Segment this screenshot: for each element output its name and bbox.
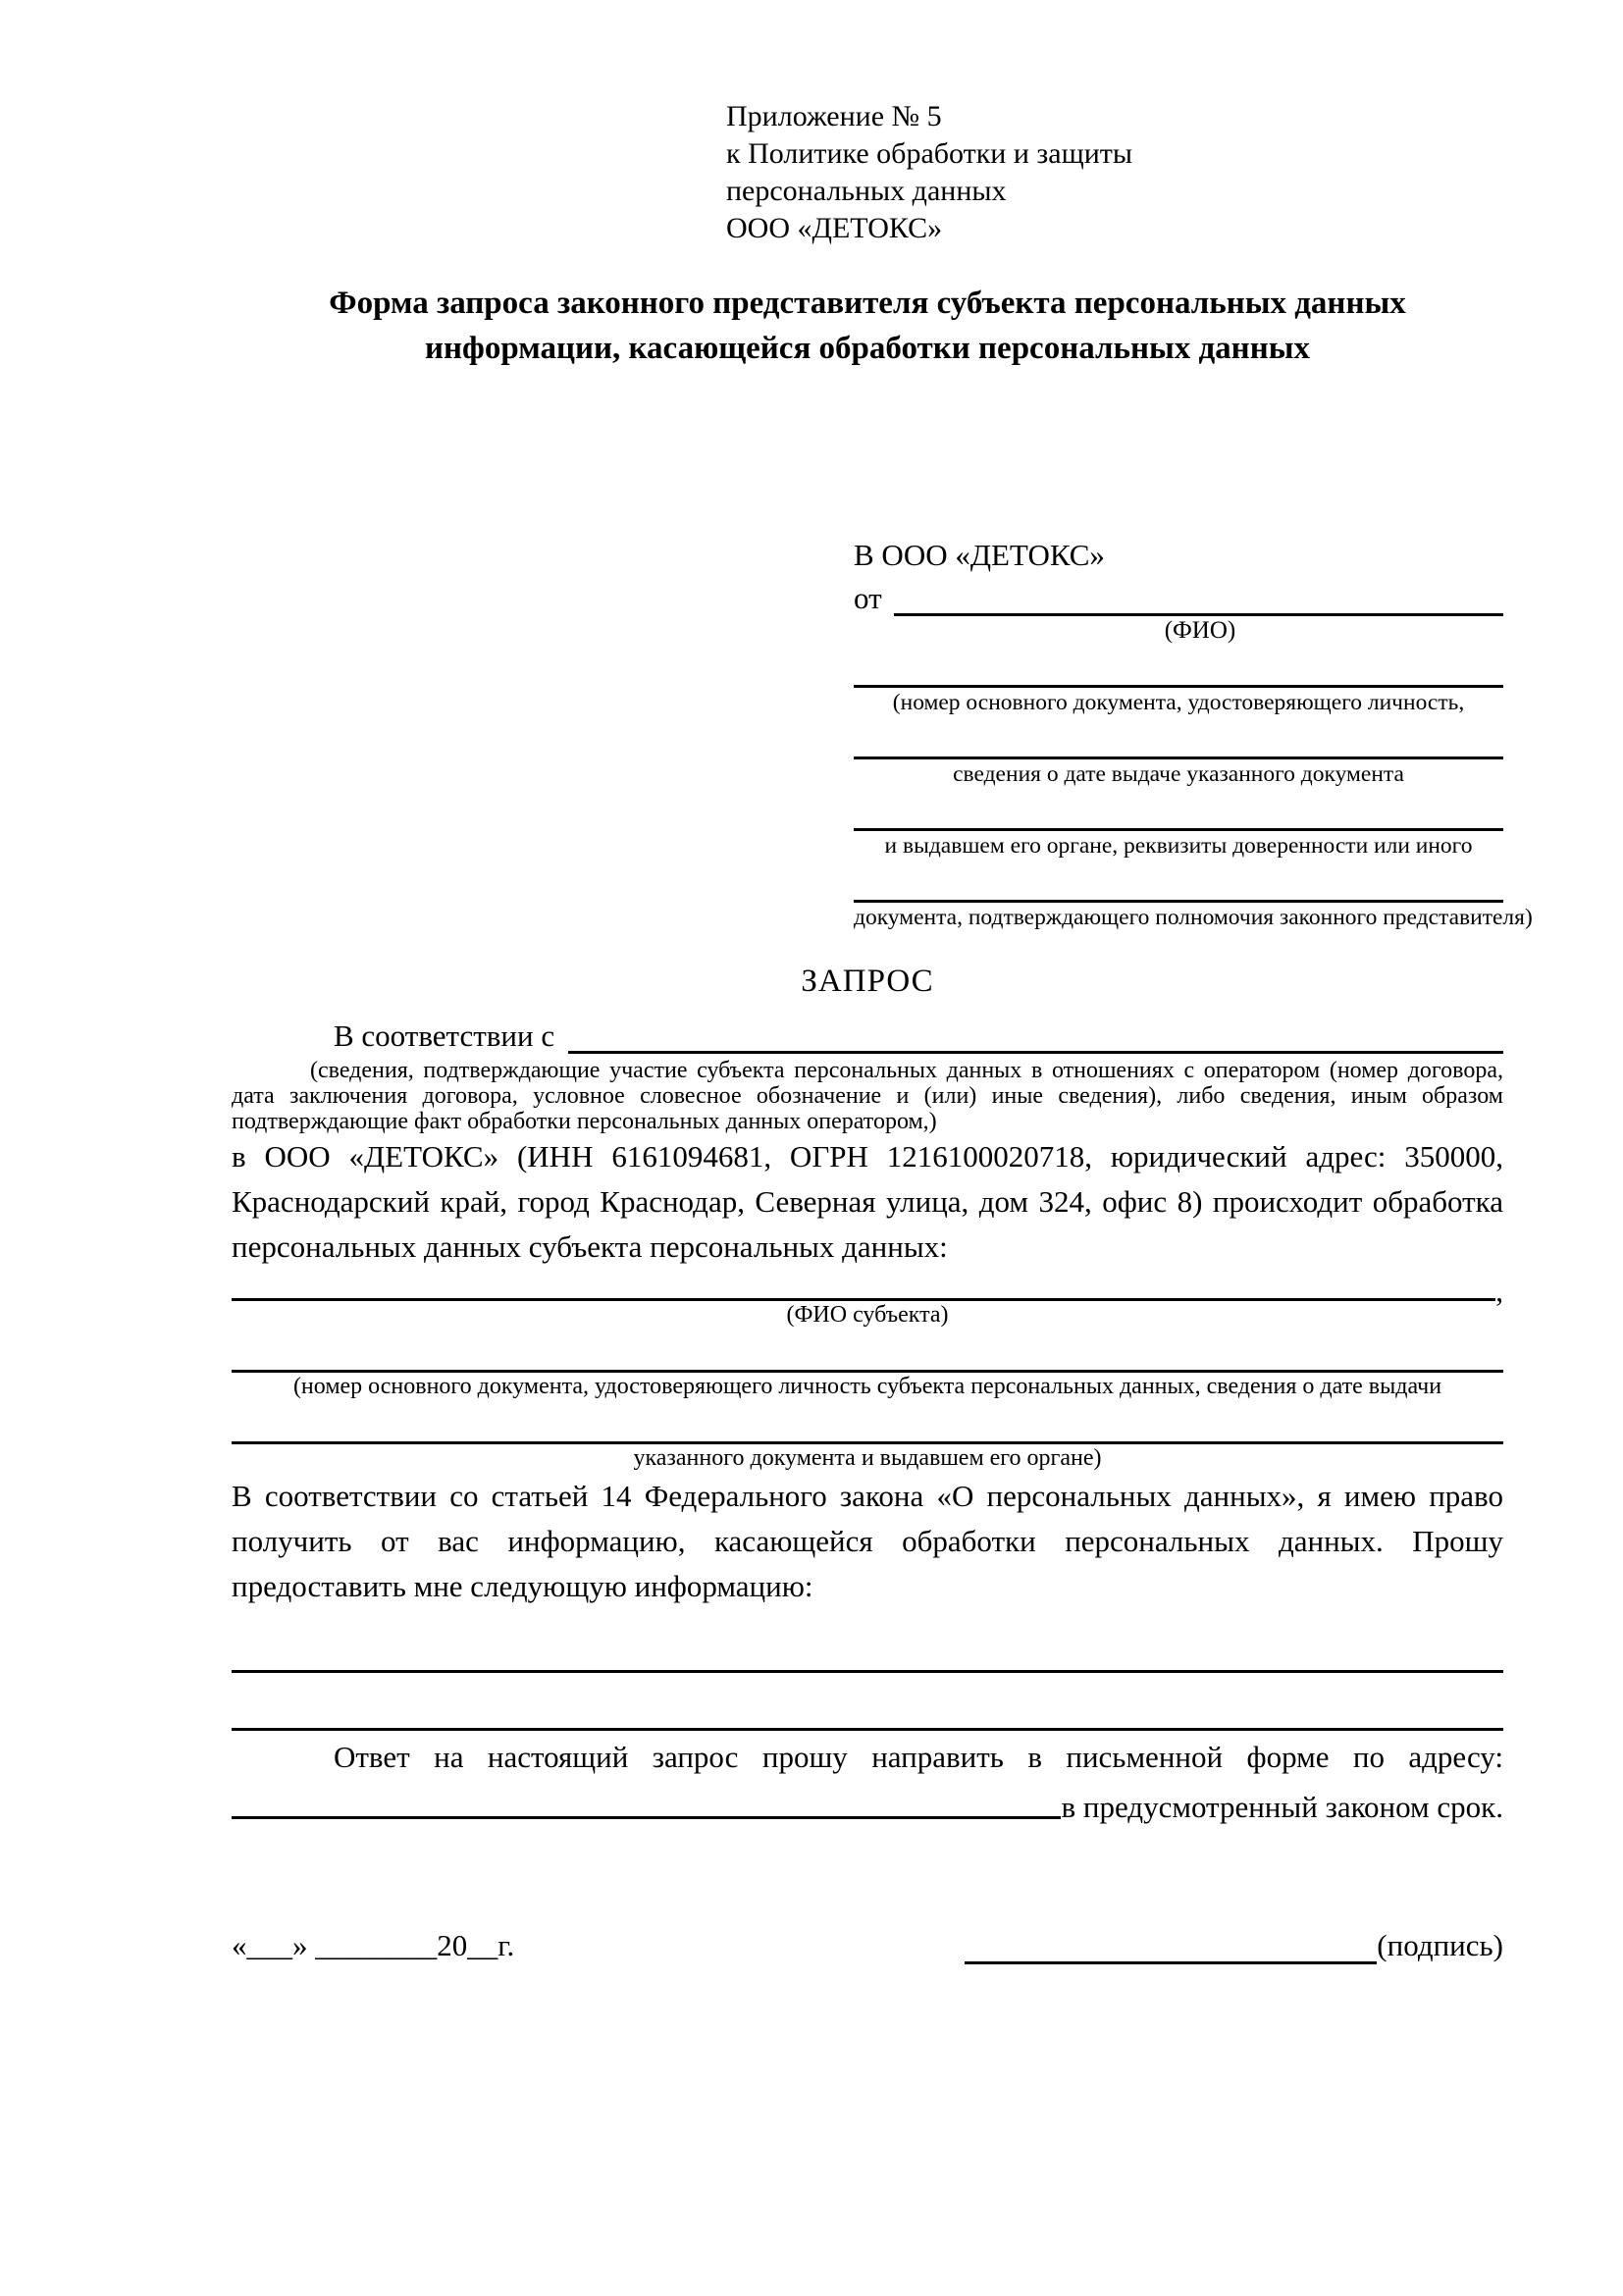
blank-line [854,659,1503,688]
subject-fio-row [232,1270,1503,1308]
field-group [854,731,1503,789]
appendix-line: к Политике обработки и защиты [726,137,1133,170]
document-title [232,281,1503,371]
accordance-note: (сведения, подтверждающие участие субъекта персональных данных в отношениях с оператором (номер договора, дата заключения договора, условное словесное обозначение и (или) иные сведения), либо сведения, иным образом подтверждающие факт обработки персональных данных оператором,) [232,1058,1503,1134]
addressee-block [854,536,1533,932]
accordance-row [232,1013,1503,1054]
date-blank: «___» ________20__г. [232,1928,515,1962]
accordance-blank-line [568,1051,1503,1054]
subject-doc-caption: (номер основного документа, удостоверяющего личность субъекта персональных данных, сведения о дате выдачи [292,1374,1442,1399]
accordance-lead: В соответствии с [334,1018,555,1053]
title-line: Форма запроса законного представителя субъекта персональных данных [329,286,1406,321]
response-lead: Ответ на настоящий запрос прошу направить в письменной форме по адресу: [334,1740,1503,1774]
blank-line [854,874,1503,903]
signature-block [965,1927,1503,1964]
rights-paragraph: В соответствии со статьей 14 Федерального закона «О персональных данных», я имею право получить от вас информацию, касающейся обработки персональных данных. Прошу предоставить мне следующую информацию: [232,1479,1503,1603]
subject-doc-caption: указанного документа и выдавшем его органе) [633,1445,1102,1471]
field-caption: (номер основного документа, удостоверяющего личность, [892,690,1465,715]
field-caption: и выдавшем его органе, реквизиты доверенности или иного [884,833,1473,859]
subject-fio-caption: (ФИО субъекта) [786,1302,949,1328]
response-tail: в предусмотренный законом срок. [1061,1790,1503,1824]
blank-line [232,1418,1503,1444]
blank-line [232,1670,1503,1673]
appendix-line: ООО «ДЕТОКС» [726,212,943,244]
signature-caption: (подпись) [1377,1928,1503,1962]
from-label: от [854,581,882,615]
fio-caption: (ФИО) [1164,617,1236,644]
field-caption: сведения о дате выдаче указанного документа [953,761,1404,787]
blank-line [854,803,1503,831]
title-line: информации, касающейся обработки персональных данных [425,331,1310,366]
signature-blank-line [965,1928,1377,1964]
appendix-line: персональных данных [726,175,1007,207]
addressee-to: В ООО «ДЕТОКС» [854,538,1105,572]
field-group [854,803,1503,861]
address-blank-line [232,1816,1061,1819]
response-tail-row [232,1780,1503,1825]
operator-paragraph: в ООО «ДЕТОКС» (ИНН 6161094681, ОГРН 1216100020718, юридический адрес: 350000, Краснодарский край, город Краснодар, Северная улица, дом 324, офис 8) происходит обработка персональных данных субъекта персональных данных: [232,1139,1503,1264]
appendix-line: Приложение № 5 [726,100,942,132]
blank-line [854,731,1503,759]
field-group [854,659,1503,717]
field-caption: документа, подтверждающего полномочия законного представителя) [854,905,1533,930]
appendix-block [726,98,1503,247]
blank-line [232,1728,1503,1731]
blank-line [232,1346,1503,1373]
field-group [854,874,1533,932]
trailing-comma: , [1495,1274,1503,1308]
footer-row [232,1927,1503,1964]
from-row [854,575,1503,616]
request-heading: ЗАПРОС [801,964,934,999]
